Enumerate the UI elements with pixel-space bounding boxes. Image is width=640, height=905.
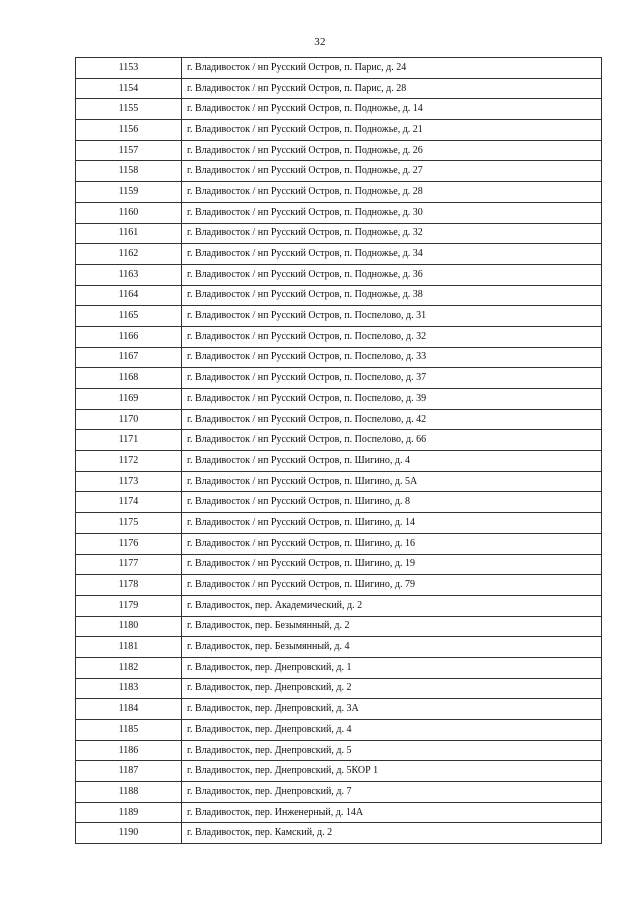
address-cell: г. Владивосток, пер. Днепровский, д. 7 (182, 782, 602, 803)
address-cell: г. Владивосток / нп Русский Остров, п. Подножье, д. 30 (182, 202, 602, 223)
row-number-cell: 1167 (76, 347, 182, 368)
table-row (76, 99, 602, 120)
table-row (76, 223, 602, 244)
table-row (76, 140, 602, 161)
row-number-cell: 1173 (76, 471, 182, 492)
address-table-body (76, 58, 602, 844)
row-number-cell: 1184 (76, 699, 182, 720)
row-number-cell: 1182 (76, 657, 182, 678)
row-number-cell: 1161 (76, 223, 182, 244)
row-number-cell: 1156 (76, 120, 182, 141)
table-row (76, 58, 602, 79)
row-number-cell: 1154 (76, 78, 182, 99)
table-row (76, 182, 602, 203)
address-cell: г. Владивосток / нп Русский Остров, п. Шигино, д. 5А (182, 471, 602, 492)
table-row (76, 740, 602, 761)
address-cell: г. Владивосток / нп Русский Остров, п. Поспелово, д. 39 (182, 389, 602, 410)
row-number-cell: 1189 (76, 802, 182, 823)
address-cell: г. Владивосток / нп Русский Остров, п. Парис, д. 24 (182, 58, 602, 79)
address-cell: г. Владивосток / нп Русский Остров, п. Подножье, д. 26 (182, 140, 602, 161)
row-number-cell: 1169 (76, 389, 182, 410)
row-number-cell: 1174 (76, 492, 182, 513)
address-cell: г. Владивосток / нп Русский Остров, п. Шигино, д. 14 (182, 513, 602, 534)
table-row (76, 492, 602, 513)
table-row (76, 513, 602, 534)
table-row (76, 347, 602, 368)
address-cell: г. Владивосток / нп Русский Остров, п. Шигино, д. 16 (182, 533, 602, 554)
row-number-cell: 1178 (76, 575, 182, 596)
table-row (76, 720, 602, 741)
row-number-cell: 1190 (76, 823, 182, 844)
address-cell: г. Владивосток, пер. Безымянный, д. 4 (182, 637, 602, 658)
address-cell: г. Владивосток / нп Русский Остров, п. Поспелово, д. 42 (182, 409, 602, 430)
address-cell: г. Владивосток, пер. Днепровский, д. 3А (182, 699, 602, 720)
row-number-cell: 1188 (76, 782, 182, 803)
table-row (76, 389, 602, 410)
table-row (76, 326, 602, 347)
table-row (76, 161, 602, 182)
table-row (76, 699, 602, 720)
address-cell: г. Владивосток / нп Русский Остров, п. Подножье, д. 21 (182, 120, 602, 141)
address-cell: г. Владивосток / нп Русский Остров, п. Шигино, д. 19 (182, 554, 602, 575)
table-row (76, 451, 602, 472)
table-row (76, 802, 602, 823)
row-number-cell: 1160 (76, 202, 182, 223)
table-row (76, 264, 602, 285)
address-cell: г. Владивосток / нп Русский Остров, п. Шигино, д. 8 (182, 492, 602, 513)
address-cell: г. Владивосток / нп Русский Остров, п. Поспелово, д. 33 (182, 347, 602, 368)
table-row (76, 575, 602, 596)
row-number-cell: 1162 (76, 244, 182, 265)
row-number-cell: 1171 (76, 430, 182, 451)
address-cell: г. Владивосток / нп Русский Остров, п. Парис, д. 28 (182, 78, 602, 99)
row-number-cell: 1158 (76, 161, 182, 182)
table-row (76, 78, 602, 99)
row-number-cell: 1175 (76, 513, 182, 534)
row-number-cell: 1179 (76, 595, 182, 616)
address-cell: г. Владивосток, пер. Днепровский, д. 1 (182, 657, 602, 678)
address-cell: г. Владивосток / нп Русский Остров, п. Поспелово, д. 66 (182, 430, 602, 451)
table-row (76, 430, 602, 451)
row-number-cell: 1157 (76, 140, 182, 161)
row-number-cell: 1164 (76, 285, 182, 306)
row-number-cell: 1183 (76, 678, 182, 699)
row-number-cell: 1153 (76, 58, 182, 79)
table-row (76, 202, 602, 223)
table-row (76, 409, 602, 430)
address-cell: г. Владивосток, пер. Днепровский, д. 5 (182, 740, 602, 761)
row-number-cell: 1185 (76, 720, 182, 741)
row-number-cell: 1186 (76, 740, 182, 761)
table-row (76, 761, 602, 782)
table-row (76, 616, 602, 637)
table-row (76, 471, 602, 492)
address-cell: г. Владивосток, пер. Днепровский, д. 4 (182, 720, 602, 741)
address-cell: г. Владивосток / нп Русский Остров, п. Шигино, д. 79 (182, 575, 602, 596)
address-cell: г. Владивосток, пер. Безымянный, д. 2 (182, 616, 602, 637)
page-number: 32 (314, 36, 326, 48)
address-cell: г. Владивосток / нп Русский Остров, п. Поспелово, д. 32 (182, 326, 602, 347)
address-cell: г. Владивосток / нп Русский Остров, п. Шигино, д. 4 (182, 451, 602, 472)
address-cell: г. Владивосток, пер. Инженерный, д. 14А (182, 802, 602, 823)
address-cell: г. Владивосток / нп Русский Остров, п. Поспелово, д. 37 (182, 368, 602, 389)
table-row (76, 554, 602, 575)
table-row (76, 637, 602, 658)
table-row (76, 368, 602, 389)
table-row (76, 244, 602, 265)
address-cell: г. Владивосток, пер. Академический, д. 2 (182, 595, 602, 616)
address-cell: г. Владивосток / нп Русский Остров, п. Подножье, д. 34 (182, 244, 602, 265)
row-number-cell: 1181 (76, 637, 182, 658)
address-table (75, 57, 602, 844)
address-cell: г. Владивосток, пер. Днепровский, д. 5КОР 1 (182, 761, 602, 782)
address-cell: г. Владивосток, пер. Камский, д. 2 (182, 823, 602, 844)
row-number-cell: 1187 (76, 761, 182, 782)
row-number-cell: 1155 (76, 99, 182, 120)
row-number-cell: 1159 (76, 182, 182, 203)
row-number-cell: 1176 (76, 533, 182, 554)
table-row (76, 678, 602, 699)
row-number-cell: 1163 (76, 264, 182, 285)
row-number-cell: 1180 (76, 616, 182, 637)
row-number-cell: 1170 (76, 409, 182, 430)
address-cell: г. Владивосток / нп Русский Остров, п. Подножье, д. 27 (182, 161, 602, 182)
row-number-cell: 1177 (76, 554, 182, 575)
address-cell: г. Владивосток / нп Русский Остров, п. Подножье, д. 38 (182, 285, 602, 306)
table-row (76, 306, 602, 327)
row-number-cell: 1168 (76, 368, 182, 389)
address-cell: г. Владивосток / нп Русский Остров, п. Подножье, д. 36 (182, 264, 602, 285)
address-cell: г. Владивосток / нп Русский Остров, п. Поспелово, д. 31 (182, 306, 602, 327)
table-row (76, 533, 602, 554)
table-row (76, 782, 602, 803)
row-number-cell: 1165 (76, 306, 182, 327)
row-number-cell: 1166 (76, 326, 182, 347)
address-cell: г. Владивосток / нп Русский Остров, п. Подножье, д. 28 (182, 182, 602, 203)
table-row (76, 823, 602, 844)
table-row (76, 657, 602, 678)
address-cell: г. Владивосток / нп Русский Остров, п. Подножье, д. 14 (182, 99, 602, 120)
row-number-cell: 1172 (76, 451, 182, 472)
table-row (76, 595, 602, 616)
table-row (76, 285, 602, 306)
address-cell: г. Владивосток, пер. Днепровский, д. 2 (182, 678, 602, 699)
table-row (76, 120, 602, 141)
address-cell: г. Владивосток / нп Русский Остров, п. Подножье, д. 32 (182, 223, 602, 244)
